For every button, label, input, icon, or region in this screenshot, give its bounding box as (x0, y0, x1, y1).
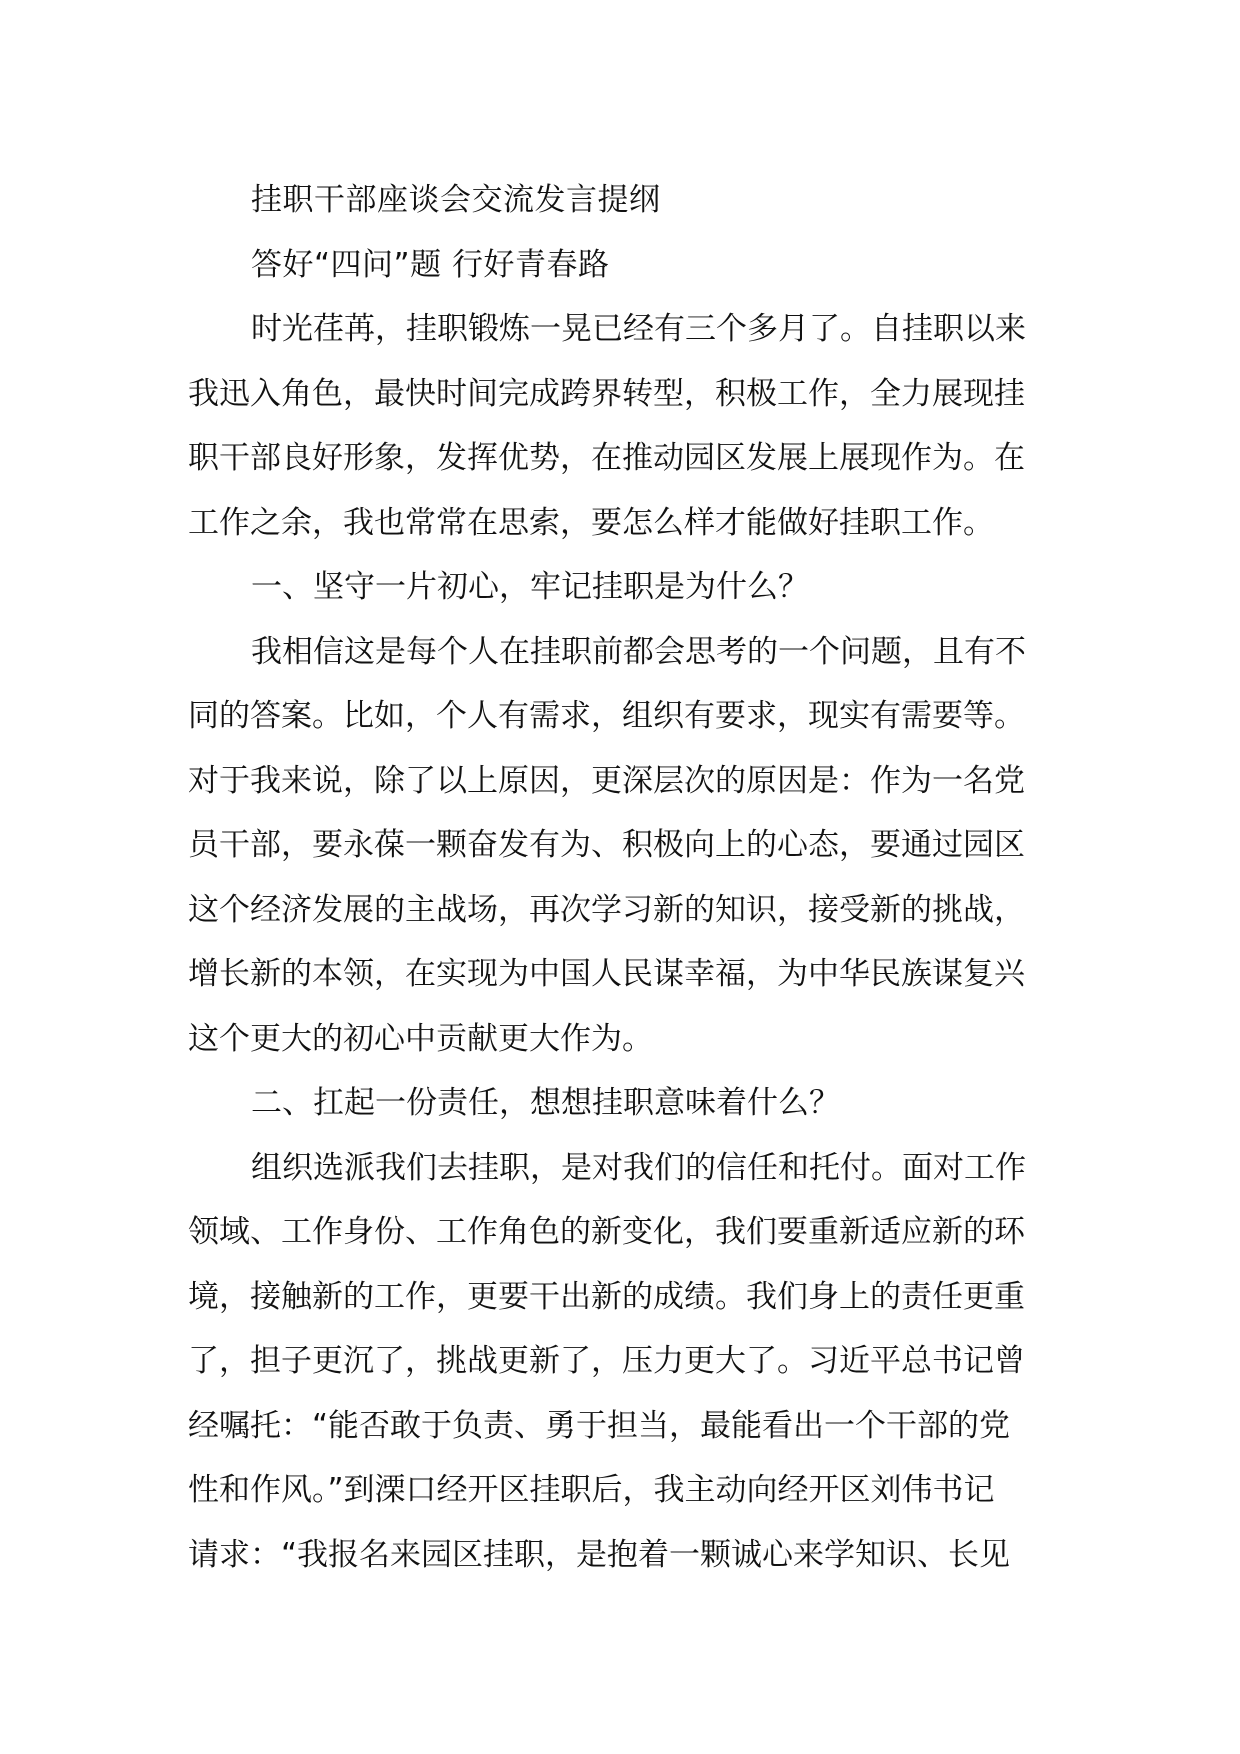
section-heading-one (188, 555, 1058, 620)
paragraph-line: 工作之余，我也常常在思索，要怎么样才能做好挂职工作。 (188, 504, 994, 541)
paragraph-intro (188, 297, 1058, 555)
section-heading-two (188, 1071, 1058, 1136)
paragraph-section-two (188, 1136, 1058, 1588)
paragraph-section-one (188, 620, 1058, 1072)
paragraph-line: 同的答案。比如，个人有需求，组织有要求，现实有需要等。 (188, 698, 1025, 734)
paragraph-line: 这个经济发展的主战场，再次学习新的知识，接受新的挑战， (188, 891, 1025, 928)
section-heading: 二、扛起一份责任，想想挂职意味着什么？ (251, 1085, 840, 1121)
document-subtitle: 答好“四问”题 行好青春路 (251, 246, 610, 283)
paragraph-line: 对于我来说，除了以上原因，更深层次的原因是：作为一名党 (188, 762, 1025, 799)
paragraph-line: 增长新的本领，在实现为中国人民谋幸福，为中华民族谋复兴 (188, 956, 1025, 992)
paragraph-line: 职干部良好形象，发挥优势，在推动园区发展上展现作为。在 (188, 440, 1025, 476)
paragraph-line: 性和作风。”到溧口经开区挂职后，我主动向经开区刘伟书记 (188, 1472, 995, 1508)
paragraph-line: 我迅入角色，最快时间完成跨界转型，积极工作，全力展现挂 (188, 375, 1025, 412)
paragraph-line: 我相信这是每个人在挂职前都会思考的一个问题，且有不 (251, 633, 1026, 670)
document-title: 挂职干部座谈会交流发言提纲 (251, 182, 661, 218)
paragraph-line: 这个更大的初心中贡献更大作为。 (188, 1020, 653, 1057)
paragraph-line: 经嘱托：“能否敢于负责、勇于担当，最能看出一个干部的党 (188, 1407, 1011, 1444)
paragraph-line: 领域、工作身份、工作角色的新变化，我们要重新适应新的环 (188, 1214, 1025, 1250)
paragraph-line: 时光荏苒，挂职锻炼一晃已经有三个多月了。自挂职以来 (251, 311, 1026, 347)
paragraph-line: 员干部，要永葆一颗奋发有为、积极向上的心态，要通过园区 (188, 827, 1025, 863)
paragraph-line: 组织选派我们去挂职，是对我们的信任和托付。面对工作 (251, 1149, 1026, 1186)
paragraph-line: 境，接触新的工作，更要干出新的成绩。我们身上的责任更重 (188, 1278, 1025, 1315)
section-heading: 一、坚守一片初心，牢记挂职是为什么？ (251, 569, 809, 605)
paragraph-line: 请求：“我报名来园区挂职，是抱着一颗诚心来学知识、长见 (188, 1536, 1011, 1573)
document-body (188, 168, 1058, 1587)
paragraph-line: 了，担子更沉了，挑战更新了，压力更大了。习近平总书记曾 (188, 1343, 1025, 1379)
